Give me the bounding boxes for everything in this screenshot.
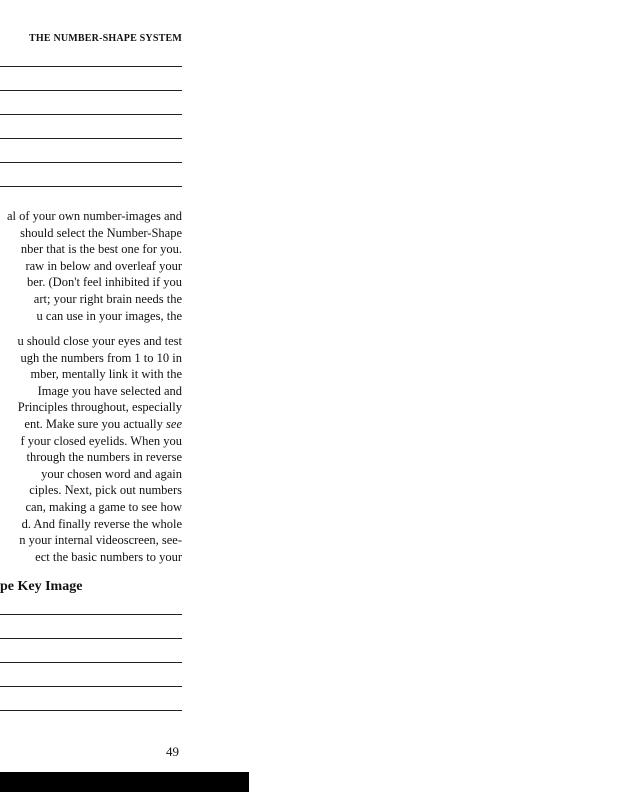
text-line: u should close your eyes and test xyxy=(17,334,182,348)
emphasis-word: see xyxy=(166,416,182,431)
blank-line-4 xyxy=(0,138,182,139)
blank-line-10 xyxy=(0,686,182,687)
text-line: your chosen word and again xyxy=(41,466,182,481)
text-line-emphasis: ent. Make sure you actually see xyxy=(24,416,182,431)
blank-line-5 xyxy=(0,162,182,163)
blank-line-8 xyxy=(0,638,182,639)
blank-line-6 xyxy=(0,186,182,187)
text-line: al of your own number-images and xyxy=(6,209,182,223)
text-line: nber that is the best one for you. xyxy=(20,242,182,257)
body-paragraph-2 xyxy=(0,333,182,565)
text-line: art; your right brain needs the xyxy=(33,291,182,306)
text-line: Image you have selected and xyxy=(37,383,182,398)
blank-line-2 xyxy=(0,90,182,91)
blank-line-1 xyxy=(0,66,182,67)
blank-line-3 xyxy=(0,114,182,115)
section-heading: pe Key Image xyxy=(0,579,83,594)
blank-line-7 xyxy=(0,614,182,615)
text-line: through the numbers in reverse xyxy=(26,450,182,465)
text-line: can, making a game to see how xyxy=(25,499,182,514)
page-number: 49 xyxy=(166,744,179,759)
text-line: raw in below and overleaf your xyxy=(25,258,182,273)
text-line: ber. (Don't feel inhibited if you xyxy=(27,275,182,290)
text-line: u can use in your images, the xyxy=(36,308,182,323)
text-line: mber, mentally link it with the xyxy=(30,367,182,382)
text-line: n your internal videoscreen, see- xyxy=(19,533,182,548)
text-line: ugh the numbers from 1 to 10 in xyxy=(20,350,182,365)
running-header: THE NUMBER-SHAPE SYSTEM xyxy=(29,33,182,44)
text-line: Principles throughout, especially xyxy=(17,400,182,415)
text-line: d. And finally reverse the whole xyxy=(21,516,182,531)
scan-edge-bar xyxy=(0,772,249,792)
blank-line-9 xyxy=(0,662,182,663)
text-line: should select the Number-Shape xyxy=(20,225,182,240)
blank-line-11 xyxy=(0,710,182,711)
body-paragraph-1 xyxy=(0,208,182,324)
text-line: f your closed eyelids. When you xyxy=(20,433,182,448)
text-line: ciples. Next, pick out numbers xyxy=(29,483,182,498)
text-line: ect the basic numbers to your xyxy=(35,549,182,564)
